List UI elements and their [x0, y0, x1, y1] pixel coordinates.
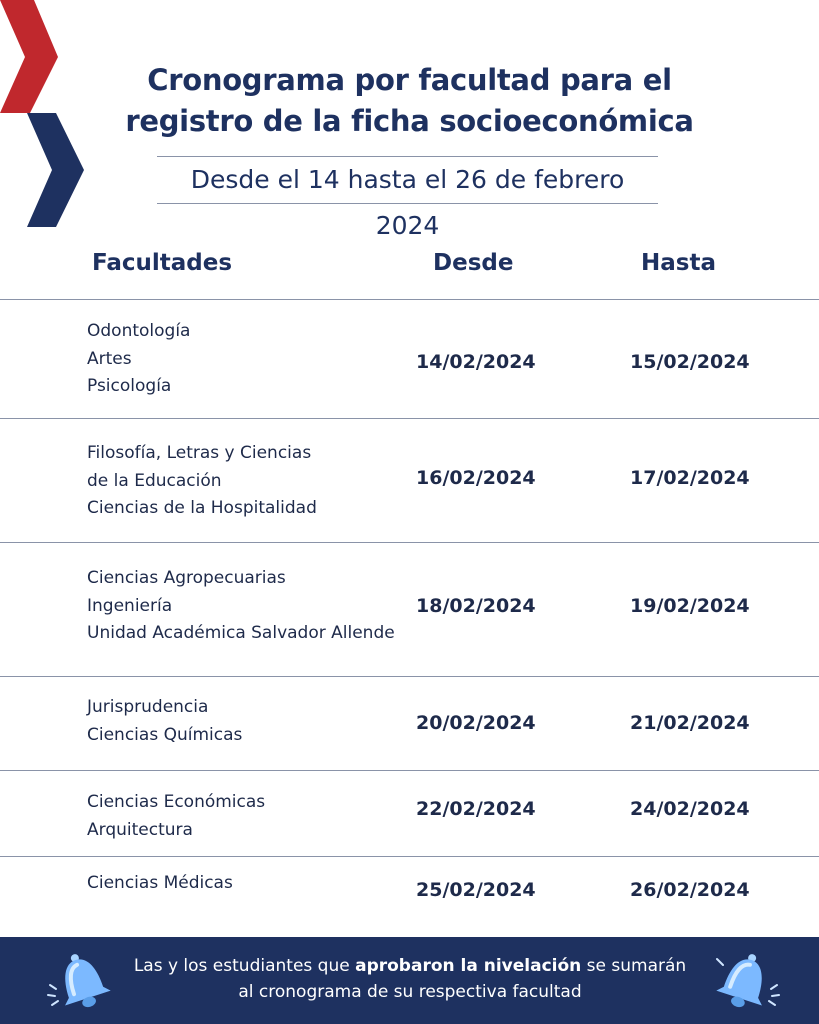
date-desde: 20/02/2024 [416, 712, 536, 734]
date-desde: 18/02/2024 [416, 595, 536, 617]
date-desde: 22/02/2024 [416, 798, 536, 820]
schedule-table [0, 299, 819, 937]
faculty-name: Ciencias de la Hospitalidad [87, 498, 317, 518]
faculty-name: Ciencias Económicas [87, 792, 266, 812]
date-hasta: 19/02/2024 [630, 595, 750, 617]
faculty-list [87, 440, 317, 523]
faculty-list [87, 318, 190, 401]
footer-line-2: al cronograma de su respectiva facultad [238, 982, 582, 1002]
faculty-list [87, 789, 265, 844]
title-line-2: registro de la ficha socioeconómica [125, 104, 694, 138]
column-header-hasta: Hasta [641, 250, 716, 276]
table-row [0, 770, 819, 856]
footer-line-1 [130, 953, 690, 979]
footer-text-bold: aprobaron la nivelación [355, 956, 582, 976]
page-title [0, 60, 819, 142]
footer-text-pre: Las y los estudiantes que [133, 956, 356, 976]
faculty-name: Filosofía, Letras y Ciencias [87, 443, 312, 463]
table-row [0, 542, 819, 676]
footer-note [130, 953, 690, 1005]
faculty-name: Unidad Académica Salvador Allende [87, 623, 395, 643]
faculty-name: Arquitectura [87, 819, 193, 840]
footer-text-post: se sumarán [581, 956, 687, 976]
faculty-name: Ingeniería [87, 595, 173, 616]
date-hasta: 15/02/2024 [630, 351, 750, 373]
table-row [0, 856, 819, 937]
table-row [0, 299, 819, 418]
faculty-name: Odontología [87, 321, 191, 341]
table-row [0, 418, 819, 542]
faculty-list [87, 870, 233, 898]
faculty-name: Ciencias Agropecuarias [87, 568, 286, 588]
date-hasta: 24/02/2024 [630, 798, 750, 820]
column-header-desde: Desde [433, 250, 514, 276]
faculty-name: Psicología [87, 376, 172, 396]
faculty-name: Jurisprudencia [87, 697, 209, 717]
title-line-1: Cronograma por facultad para el [147, 63, 672, 97]
bell-icon [42, 945, 122, 1015]
date-desde: 16/02/2024 [416, 467, 536, 489]
date-hasta: 17/02/2024 [630, 467, 750, 489]
faculty-name: Ciencias Químicas [87, 724, 243, 745]
bell-icon [705, 945, 785, 1015]
date-hasta: 21/02/2024 [630, 712, 750, 734]
faculty-name: de la Educación [87, 470, 222, 491]
faculty-name: Artes [87, 348, 132, 369]
date-hasta: 26/02/2024 [630, 879, 750, 901]
date-desde: 25/02/2024 [416, 879, 536, 901]
column-header-facultades: Facultades [92, 250, 233, 276]
date-range-subtitle: Desde el 14 hasta el 26 de febrero 2024 [157, 156, 658, 204]
table-row [0, 676, 819, 770]
faculty-list [87, 694, 242, 749]
date-desde: 14/02/2024 [416, 351, 536, 373]
faculty-list [87, 565, 395, 648]
footer-banner [0, 937, 819, 1024]
faculty-name: Ciencias Médicas [87, 873, 233, 893]
